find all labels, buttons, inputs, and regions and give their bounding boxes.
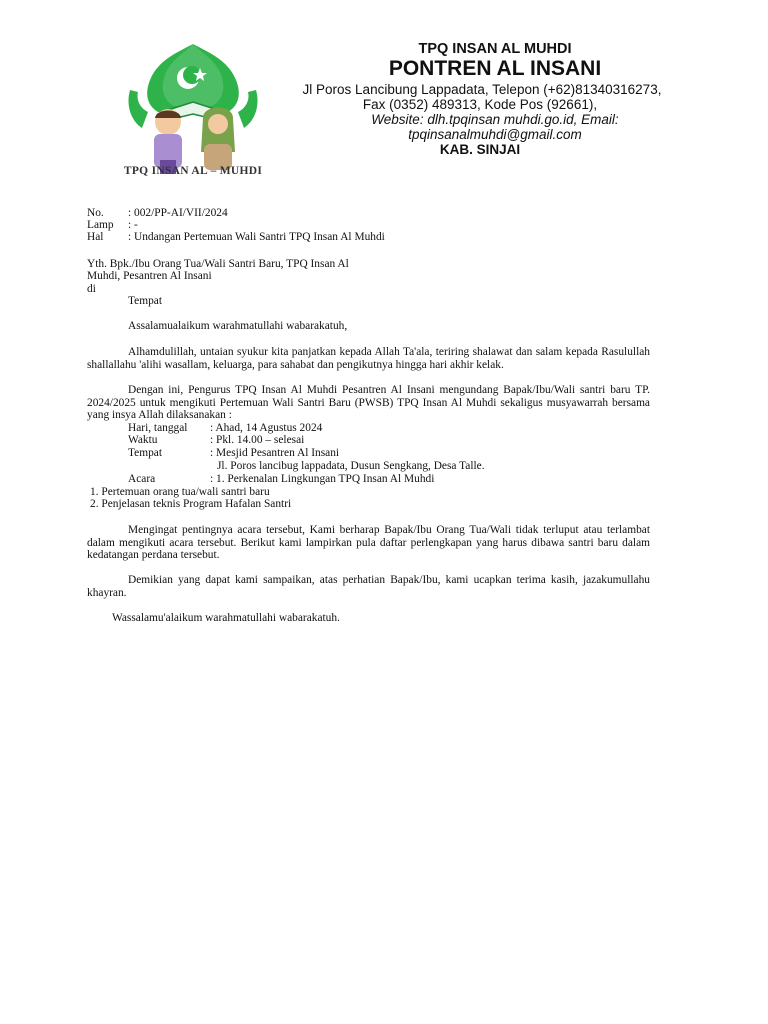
website-line: Website: dlh.tpqinsan muhdi.go.id, Email:	[371, 112, 619, 127]
no-value: : 002/PP-AI/VII/2024	[128, 207, 228, 219]
logo-caption: TPQ INSAN AL – MUHDI	[123, 165, 263, 177]
time-label: Waktu	[128, 434, 158, 446]
lamp-label: Lamp	[87, 219, 114, 231]
paragraph-2: Dengan ini, Pengurus TPQ Insan Al Muhdi Pesantren Al Insani mengundang Bapak/Ibu/Wali santri baru TP. 2024/2025 untuk mengikuti Pertemuan Wali Santri Baru (PWSB) TPQ Insan Al Muhdi sekaligus musyawarrah bersama yang insya Allah dilaksanakan :	[87, 384, 650, 422]
greeting: Assalamualaikum warahmatullahi wabarakatuh,	[128, 320, 348, 332]
time-value: : Pkl. 14.00 – selesai	[210, 434, 305, 446]
agenda-label: Acara	[128, 473, 156, 485]
recipient-line-1: Yth. Bpk./Ibu Orang Tua/Wali Santri Baru, TPQ Insan Al	[87, 258, 349, 270]
agenda-value: : 1. Perkenalan Lingkungan TPQ Insan Al Muhdi	[210, 473, 435, 485]
recipient-line-3: di	[87, 283, 96, 295]
paragraph-3: Mengingat pentingnya acara tersebut, Kami berharap Bapak/Ibu Orang Tua/Wali tidak terluput atau terlambat dalam mengikuti acara tersebut. Berikut kami lampirkan pula daftar perlengkapan yang harus dibawa santri baru dalam kedatangan perdana tersebut.	[87, 524, 650, 562]
place-label: Tempat	[128, 447, 162, 459]
date-label: Hari, tanggal	[128, 422, 188, 434]
agenda-item: 1. Pertemuan orang tua/wali santri baru	[90, 486, 270, 498]
no-label: No.	[87, 207, 104, 219]
place-value: : Mesjid Pesantren Al Insani	[210, 447, 340, 459]
org-top-name: TPQ INSAN AL MUHDI	[418, 41, 572, 57]
closing: Wassalamu'alaikum warahmatullahi wabarakatuh.	[112, 612, 340, 624]
agenda-item: 2. Penjelasan teknis Program Hafalan Santri	[90, 498, 292, 510]
tpq-logo	[108, 40, 278, 198]
org-main-name: PONTREN AL INSANI	[388, 57, 602, 80]
paragraph-4: Demikian yang dapat kami sampaikan, atas perhatian Bapak/Ibu, kami ucapkan terima kasih, jazakumullahu khayran.	[87, 574, 650, 599]
recipient-line-4: Tempat	[128, 295, 162, 307]
date-value: : Ahad, 14 Agustus 2024	[210, 422, 323, 434]
email-line: tpqinsanalmuhdi@gmail.com	[408, 127, 582, 142]
lamp-value: : -	[128, 219, 138, 231]
hal-label: Hal	[87, 231, 104, 243]
place-address: Jl. Poros lancibug lappadata, Dusun Sengkang, Desa Talle.	[217, 460, 485, 472]
address-line-1: Jl Poros Lancibung Lappadata, Telepon (+62)81340316273,	[302, 82, 662, 97]
region-line: KAB. SINJAI	[439, 142, 521, 157]
paragraph-1: Alhamdulillah, untaian syukur kita panjatkan kepada Allah Ta'ala, teriring shalawat dan salam kepada Rasulullah shallallahu 'alihi wasallam, keluarga, para sahabat dan pengikutnya hingga hari akhir kelak.	[87, 346, 650, 371]
address-line-2: Fax (0352) 489313, Kode Pos (92661),	[362, 97, 598, 112]
recipient-line-2: Muhdi, Pesantren Al Insani	[87, 270, 212, 282]
hal-value: : Undangan Pertemuan Wali Santri TPQ Insan Al Muhdi	[128, 231, 385, 243]
